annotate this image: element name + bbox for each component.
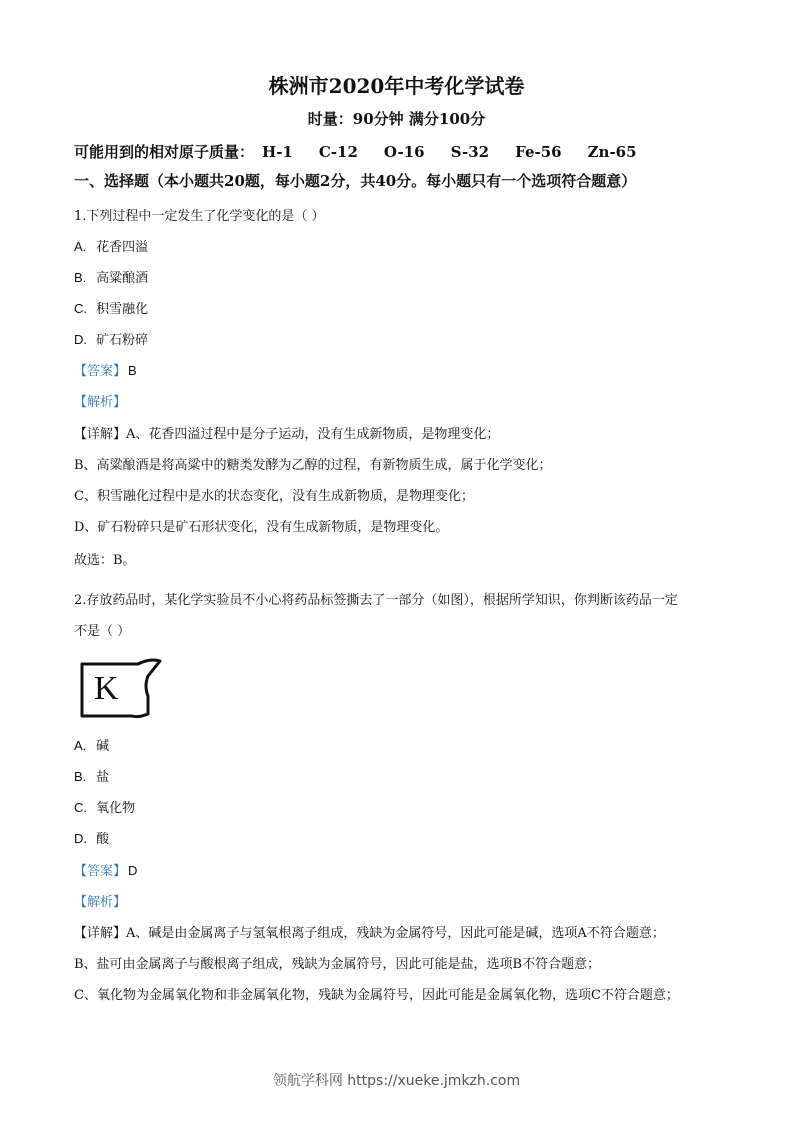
question-2-option-c (74, 797, 135, 816)
question-1-analysis-heading: 【解析】 (74, 395, 127, 410)
label-letter: K (94, 670, 119, 707)
analysis-label: 解析 (87, 395, 114, 410)
question-1-detail-c: C、积雪融化过程中是水的状态变化，没有生成新物质，是物理变化； (74, 489, 474, 504)
exam-time-score: 时量：90分钟 满分100分 (307, 110, 486, 128)
detail-label: 详解 (87, 926, 114, 941)
question-2-stem-line-2: 不是（ ） (74, 624, 131, 639)
question-2-option-a (74, 735, 109, 754)
answer-value: B (128, 363, 137, 378)
atomic-mass-item: Fe-56 (515, 143, 562, 161)
question-2-analysis-heading: 【解析】 (74, 895, 127, 910)
option-key: A. (74, 239, 87, 254)
option-text: 积雪融化 (96, 302, 149, 317)
option-text: 盐 (96, 770, 110, 785)
option-key: A. (74, 738, 87, 753)
question-1-option-d (74, 329, 148, 348)
answer-label: 答案 (87, 864, 114, 879)
option-text: 矿石粉碎 (96, 333, 149, 348)
answer-label: 答案 (87, 364, 114, 379)
option-key: C. (74, 301, 87, 316)
question-2-detail-a: 【详解】A、碱是由金属离子与氢氧根离子组成，残缺为金属符号，因此可能是碱，选项A不符合题意； (74, 926, 665, 941)
footer-watermark: 领航学科网 https://xueke.jmkzh.com (272, 1073, 521, 1089)
question-1-answer: 【答案】 B (74, 363, 137, 379)
atomic-mass-item: C-12 (318, 143, 358, 161)
question-2-stem-line-1: 2.存放药品时，某化学实验员不小心将药品标签撕去了一部分（如图），根据所学知识，你判断该药品一定 (74, 593, 678, 608)
question-2-option-b (74, 766, 109, 785)
atomic-masses-label: 可能用到的相对原子质量： (74, 143, 255, 161)
option-key: B. (74, 270, 87, 285)
question-1-detail-d: D、矿石粉碎只是矿石形状变化，没有生成新物质，是物理变化。 (74, 520, 449, 535)
question-1-detail-b: B、高粱酿酒是将高粱中的糖类发酵为乙醇的过程，有新物质生成，属于化学变化； (74, 458, 552, 473)
atomic-mass-item: H-1 (262, 143, 293, 161)
option-text: 碱 (96, 739, 110, 754)
detail-label: 详解 (87, 427, 114, 442)
answer-value: D (128, 863, 138, 878)
option-key: B. (74, 769, 87, 784)
question-2-option-d (74, 828, 109, 847)
option-text: 高粱酿酒 (96, 271, 149, 286)
option-key: D. (74, 831, 87, 846)
page-title: 株洲市2020年中考化学试卷 (268, 74, 525, 98)
question-1-detail-a: 【详解】A、花香四溢过程中是分子运动，没有生成新物质，是物理变化； (74, 427, 500, 442)
atomic-masses (74, 141, 637, 162)
atomic-mass-item: O-16 (383, 143, 425, 161)
option-text: 花香四溢 (96, 240, 149, 255)
option-key: C. (74, 800, 87, 815)
detail-text: A、碱是由金属离子与氢氧根离子组成，残缺为金属符号，因此可能是碱，选项A不符合题意； (126, 926, 665, 941)
atomic-mass-item: Zn-65 (587, 143, 637, 161)
question-1-conclusion: 故选：B。 (74, 553, 136, 568)
option-key: D. (74, 332, 87, 347)
torn-label-figure (78, 656, 168, 720)
atomic-mass-item: S-32 (450, 143, 490, 161)
option-text: 氧化物 (96, 801, 136, 816)
question-1-option-c (74, 298, 148, 317)
question-2-detail-b: B、盐可由金属离子与酸根离子组成，残缺为金属符号，因此可能是盐，选项B不符合题意； (74, 957, 601, 972)
torn-label-drawing (78, 656, 168, 720)
question-1-option-b (74, 267, 148, 286)
question-1-option-a (74, 236, 148, 255)
analysis-label: 解析 (87, 895, 114, 910)
section-heading: 一、选择题（本小题共20题，每小题2分，共40分。每小题只有一个选项符合题意） (74, 172, 637, 190)
question-1-stem: 1.下列过程中一定发生了化学变化的是（ ） (74, 209, 325, 224)
option-text: 酸 (96, 832, 110, 847)
question-2-answer: 【答案】 D (74, 863, 138, 879)
detail-text: A、花香四溢过程中是分子运动，没有生成新物质，是物理变化； (126, 427, 500, 442)
question-2-detail-c: C、氧化物为金属氧化物和非金属氧化物，残缺为金属符号，因此可能是金属氧化物，选项C不符合题意； (74, 988, 679, 1003)
